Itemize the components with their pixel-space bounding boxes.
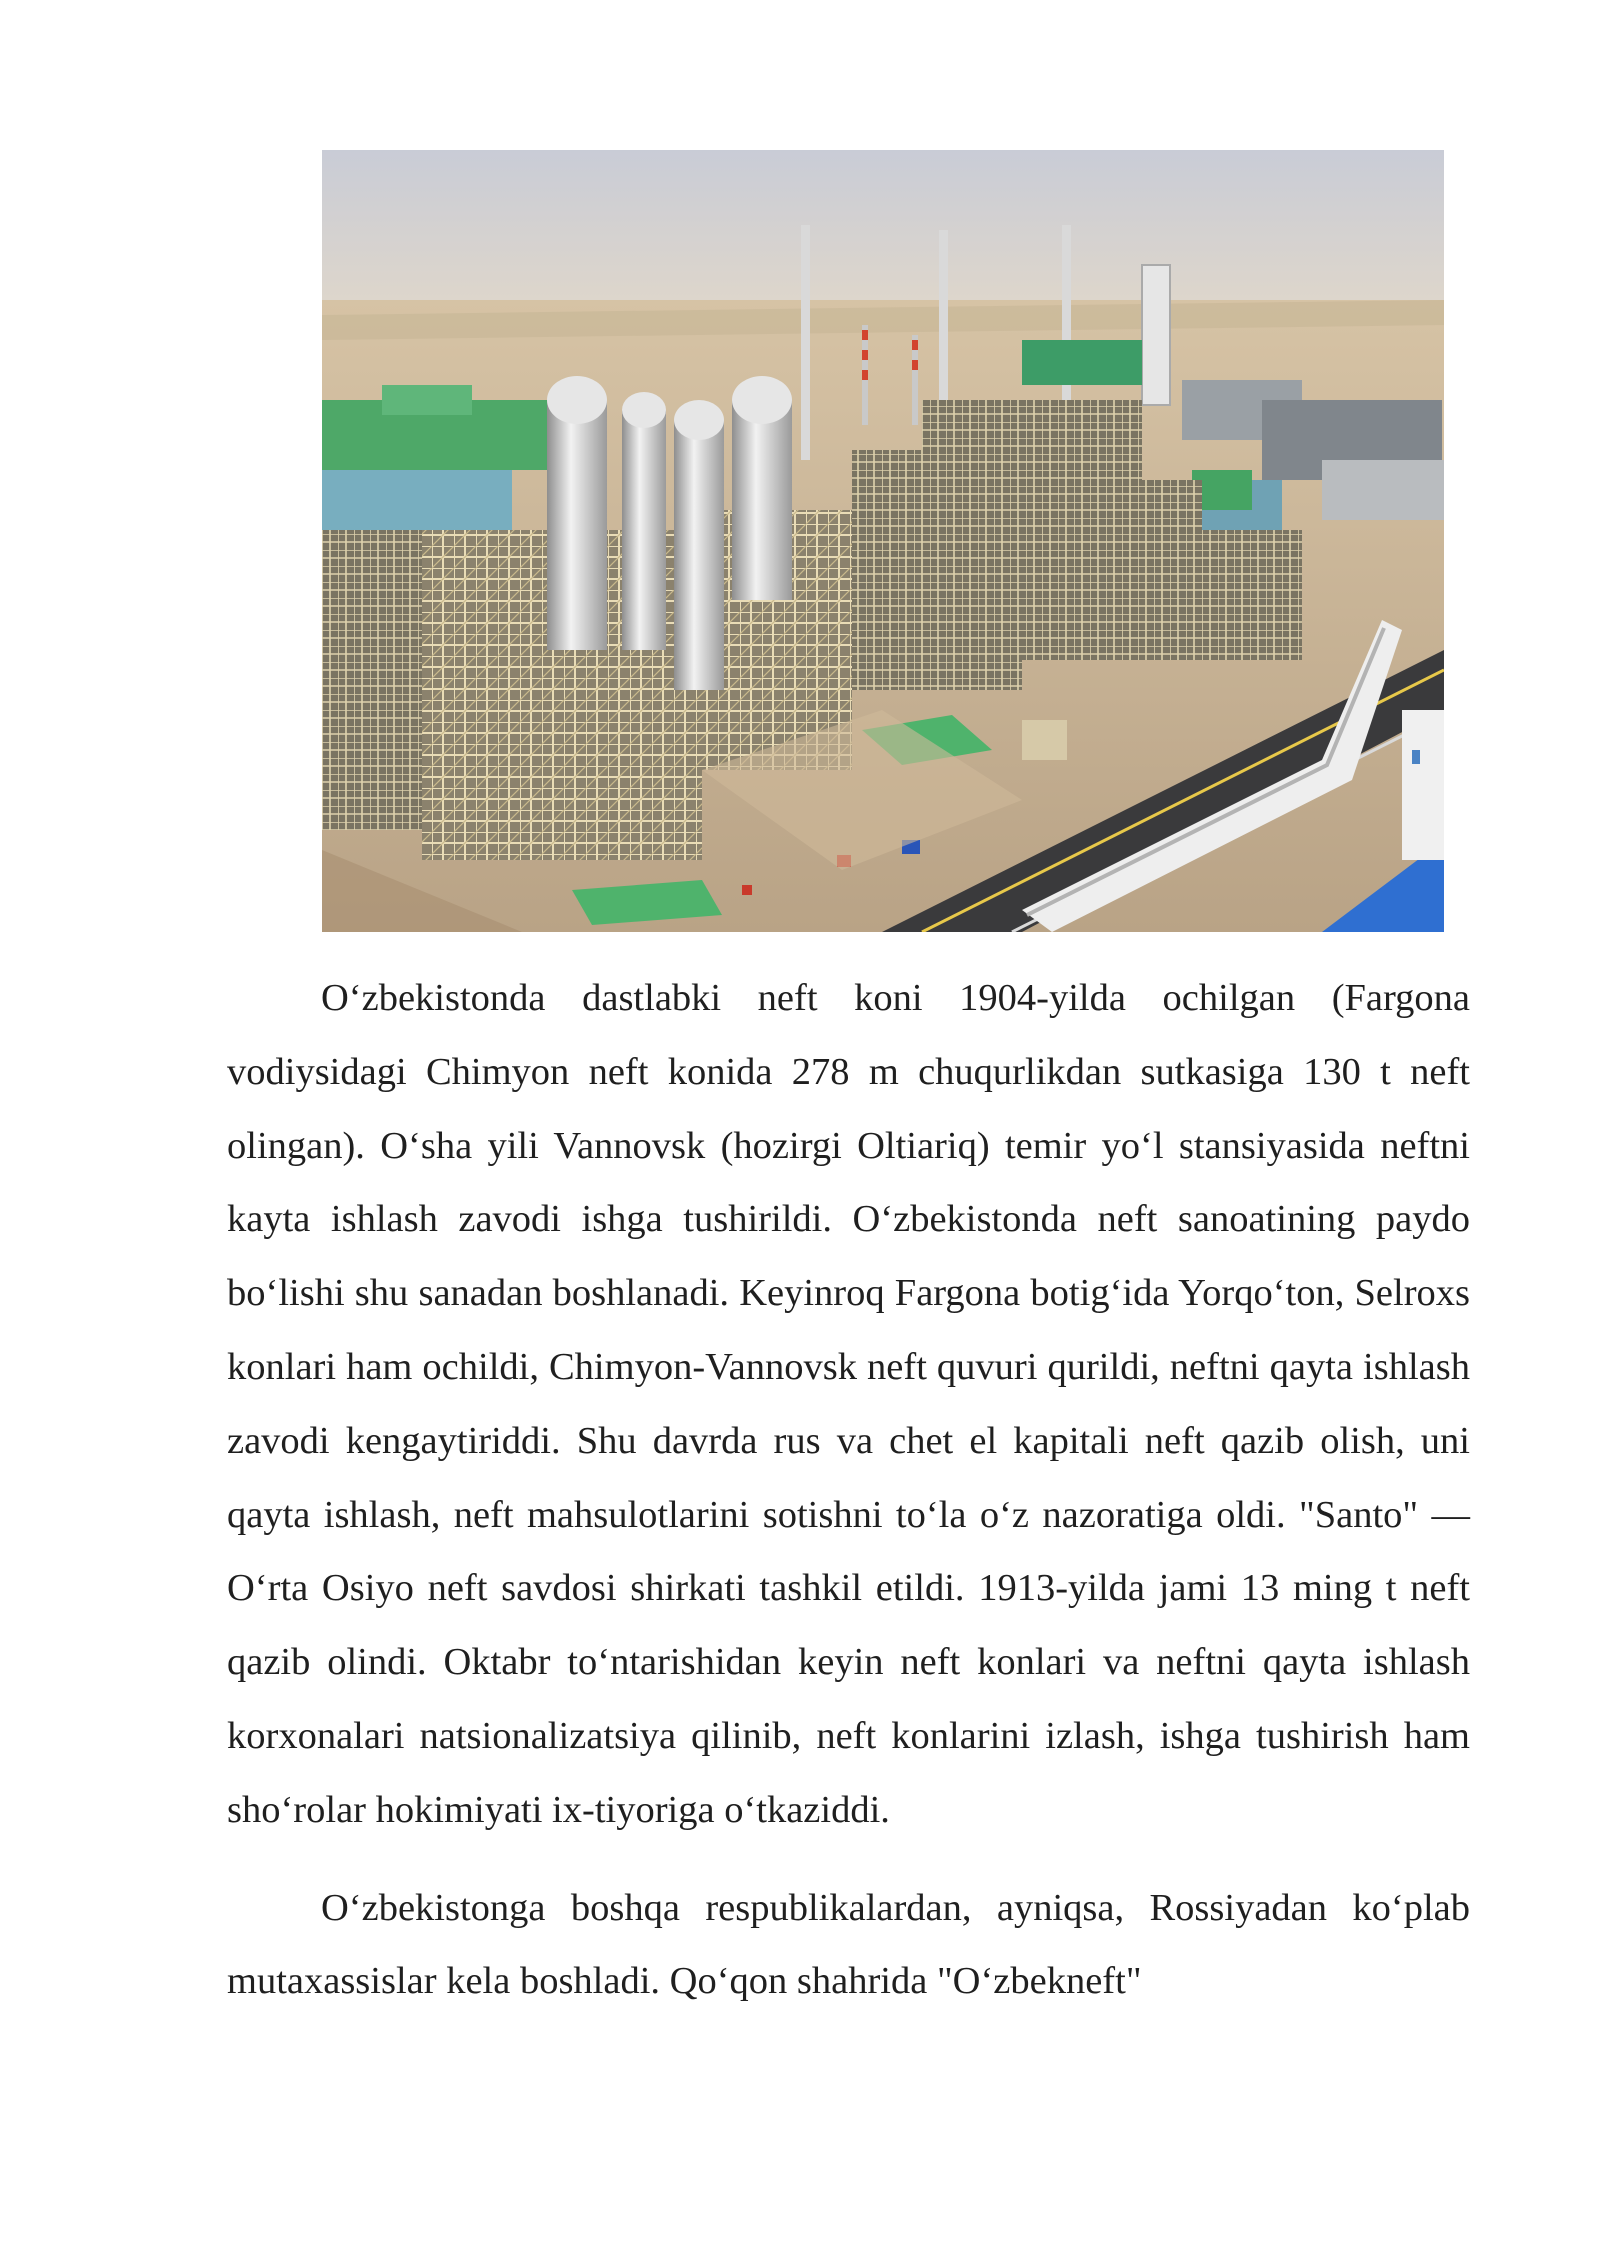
- paragraph: O‘zbekistonda dastlabki neft koni 1904-yilda ochilgan (Fargona vodiysidagi Chimyon neft konida 278 m chuqurlikdan sutkasiga 130 t neft olingan). O‘sha yili Vannovsk (hozirgi Oltiariq) temir yo‘l stansiyasida neftni kayta ishlash zavodi ishga tushirildi. O‘zbekistonda neft sanoatining paydo bo‘lishi shu sanadan boshlanadi. Keyinroq Fargona botig‘ida Yorqo‘ton, Selroxs konlari ham ochildi, Chimyon-Vannovsk neft quvuri qurildi, neftni qayta ishlash zavodi kengaytiriddi. Shu davrda rus va chet el kapitali neft qazib olish, uni qayta ishlash, neft mahsulotlarini sotishni to‘la o‘z nazoratiga oldi. "Santo" — O‘rta Osiyo neft savdosi shirkati tashkil etildi. 1913-yilda jami 13 ming t neft qazib olindi. Oktabr to‘ntarishidan keyin neft konlari va neftni qayta ishlash korxonalari natsionalizatsiya qilinib, neft konlarini izlash, ishga tushirish ham sho‘rolar hokimiyati ix-tiyoriga o‘tkaziddi.: [227, 977, 1470, 1831]
- paragraph: O‘zbekistonga boshqa respublikalardan, ayniqsa, Rossiyadan ko‘plab mutaxassislar kela boshladi. Qo‘qon shahrida "O‘zbekneft": [227, 1886, 1470, 2003]
- refinery-illustration: [322, 150, 1444, 932]
- body-text: [227, 962, 1470, 2043]
- refinery-photo: [322, 150, 1444, 932]
